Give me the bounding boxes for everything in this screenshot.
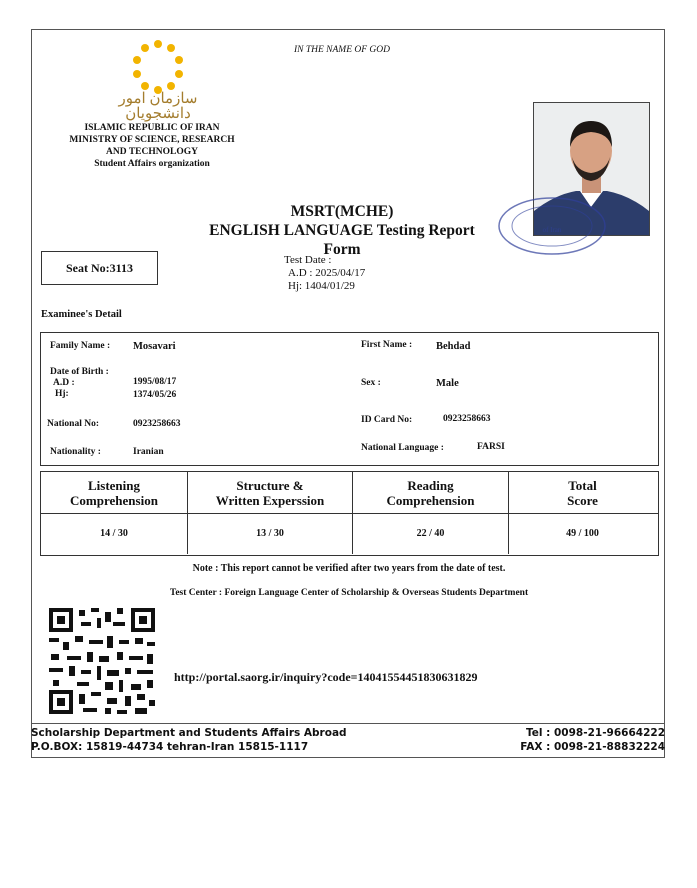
header-line: Comprehension xyxy=(70,492,158,508)
form-title xyxy=(192,202,492,259)
footer-right xyxy=(520,726,665,754)
header-structure xyxy=(188,472,353,513)
org-line: ISLAMIC REPUBLIC OF IRAN xyxy=(84,123,220,133)
footer-left xyxy=(31,726,347,754)
family-name-value: Mosavari xyxy=(133,341,176,352)
dob-ad-value: 1995/08/17 xyxy=(133,377,177,387)
score-structure: 13 / 30 xyxy=(188,513,353,554)
score-table xyxy=(40,471,659,556)
logo-text: سازمان امور دانشجویان xyxy=(118,91,198,122)
first-name-label: First Name : xyxy=(361,340,413,350)
national-no-label: National No: xyxy=(47,419,99,429)
score-listening: 14 / 30 xyxy=(41,513,188,554)
examinee-section-title: Examinee's Detail xyxy=(41,309,122,320)
header-reading xyxy=(353,472,509,513)
invocation: IN THE NAME OF GOD xyxy=(293,45,391,55)
org-line: MINISTRY OF SCIENCE, RESEARCH xyxy=(69,135,235,145)
footer xyxy=(31,724,665,758)
examinee-details-box xyxy=(40,332,659,466)
header-line: Structure & xyxy=(236,477,304,493)
test-date-label: Test Date : xyxy=(284,254,332,266)
header-line: Comprehension xyxy=(386,492,475,508)
header-line: Score xyxy=(567,492,598,508)
id-card-label: ID Card No: xyxy=(361,415,413,425)
footer-fax: FAX : 0098-21-88832224 xyxy=(520,741,665,753)
score-reading: 22 / 40 xyxy=(353,513,509,554)
svg-text:of Iran: of Iran xyxy=(542,226,562,234)
test-date-ad: A.D : 2025/04/17 xyxy=(288,267,366,279)
organization-block xyxy=(32,122,272,170)
dob-hj-label: Hj: xyxy=(55,389,69,399)
score-total: 49 / 100 xyxy=(566,528,599,539)
header-line: Listening xyxy=(87,477,140,493)
national-no-value: 0923258663 xyxy=(133,419,181,429)
header-total xyxy=(509,472,656,513)
header-line: Total xyxy=(568,477,597,493)
test-date xyxy=(284,254,365,293)
first-name-value: Behdad xyxy=(436,341,471,352)
header-line: Written Experssion xyxy=(215,492,325,508)
nationality-label: Nationality : xyxy=(50,447,101,457)
dob-label: Date of Birth : xyxy=(50,367,109,377)
national-language-label: National Language : xyxy=(361,443,444,453)
id-card-value: 0923258663 xyxy=(443,414,491,424)
verification-note: Note : This report cannot be verified after two years from the date of test. xyxy=(192,563,506,574)
footer-po-box: P.O.BOX: 15819-44734 tehran-Iran 15815-1117 xyxy=(31,741,309,753)
nationality-value: Iranian xyxy=(133,447,164,457)
seat-number-box: Seat No:3113 xyxy=(41,251,158,285)
test-date-hj: Hj: 1404/01/29 xyxy=(288,280,355,292)
title-line: ENGLISH LANGUAGE Testing Report Form xyxy=(209,222,475,258)
header-listening xyxy=(41,472,188,513)
report-form xyxy=(31,29,665,758)
sex-label: Sex : xyxy=(361,378,381,388)
header-line: Reading xyxy=(407,477,454,493)
org-line: Student Affairs organization xyxy=(94,159,210,169)
test-center: Test Center : Foreign Language Center of Scholarship & Overseas Students Department xyxy=(169,588,529,598)
inquiry-link[interactable]: http://portal.saorg.ir/inquiry?code=14041554451830631829 xyxy=(174,670,478,684)
footer-department: Scholarship Department and Students Affairs Abroad xyxy=(31,727,347,739)
footer-tel: Tel : 0098-21-96664222 xyxy=(526,727,665,739)
dob-hj-value: 1374/05/26 xyxy=(133,390,177,400)
family-name-label: Family Name : xyxy=(50,341,111,351)
national-language-value: FARSI xyxy=(477,442,505,452)
official-stamp-icon xyxy=(496,190,608,262)
qr-code-icon xyxy=(47,606,157,716)
sex-value: Male xyxy=(436,378,459,389)
org-line: AND TECHNOLOGY xyxy=(106,147,198,157)
title-line: MSRT(MCHE) xyxy=(290,203,394,220)
dob-ad-label: A.D : xyxy=(53,378,75,388)
